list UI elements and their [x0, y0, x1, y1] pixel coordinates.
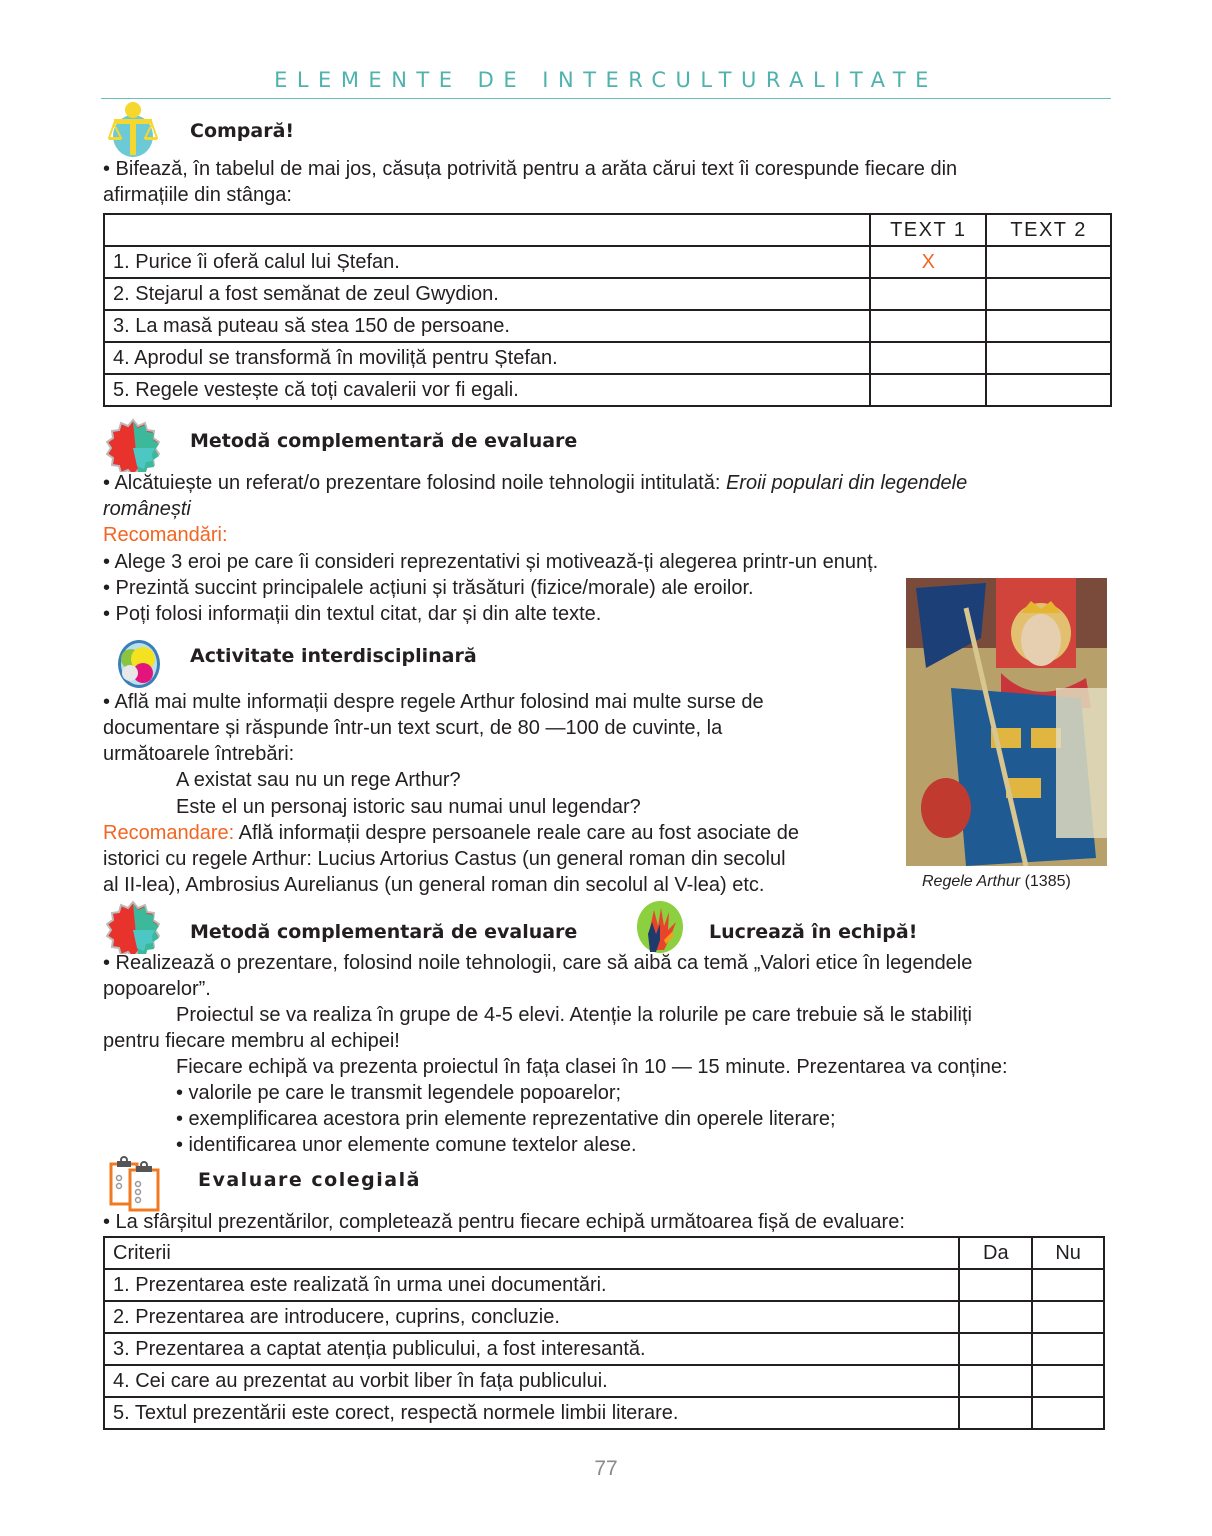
- method-task-line2: românești: [103, 498, 191, 520]
- table-row: [104, 342, 1111, 374]
- criterion-cell: 2. Prezentarea are introducere, cuprins, concluzie.: [104, 1301, 959, 1333]
- method2-line: Proiectul se va realiza în grupe de 4-5 elevi. Atenție la rolurile pe care trebuie să le stabiliți: [176, 1004, 972, 1026]
- checkbox-cell-text1[interactable]: [870, 342, 986, 374]
- checkbox-cell-text2[interactable]: [986, 374, 1111, 406]
- no-checkbox-cell[interactable]: [1032, 1333, 1104, 1365]
- section-title: ELEMENTE DE INTERCULTURALITATE: [274, 68, 938, 92]
- table-row: [104, 1301, 1104, 1333]
- content-item: • exemplificarea acestora prin elemente reprezentative din operele literare;: [176, 1108, 836, 1130]
- method2-line: • Realizează o prezentare, folosind noile tehnologii, care să aibă ca temă „Valori etice în legendele: [103, 952, 973, 974]
- checkbox-cell-text1[interactable]: [870, 278, 986, 310]
- header-cell-criteria: Criterii: [104, 1237, 959, 1269]
- color-circles-icon: [117, 639, 161, 689]
- hands-team-icon: [636, 900, 684, 954]
- header-cell-text2: TEXT 2: [986, 214, 1111, 246]
- table-row: [104, 1333, 1104, 1365]
- recommendations-label: Recomandări:: [103, 524, 228, 546]
- question-item: A existat sau nu un rege Arthur?: [176, 769, 461, 791]
- checkbox-cell-text2[interactable]: [986, 310, 1111, 342]
- recommendation-item: • Prezintă succint principalele acțiuni și trăsături (fizice/morale) ale eroilor.: [103, 577, 754, 599]
- team-heading: Lucrează în echipă!: [709, 921, 918, 943]
- method-heading: Metodă complementară de evaluare: [190, 430, 578, 452]
- compare-instruction-line1: • Bifează, în tabelul de mai jos, căsuța potrivită pentru a arăta cărui text îi corespunde fiecare din: [103, 158, 958, 180]
- method-task-line1: [103, 470, 967, 496]
- recommendation-label: Recomandare:: [103, 822, 235, 844]
- criterion-cell: 1. Prezentarea este realizată în urma unei documentări.: [104, 1269, 959, 1301]
- recommendation-item: • Alege 3 eroi pe care îi consideri reprezentativi și motivează-ți alegerea printr-un enunț.: [103, 551, 879, 573]
- content-item: • valorile pe care le transmit legendele popoarelor;: [176, 1082, 622, 1104]
- scales-justice-icon: [108, 100, 158, 158]
- yes-checkbox-cell[interactable]: [959, 1301, 1032, 1333]
- statement-cell: 3. La masă puteau să stea 150 de persoane.: [104, 310, 870, 342]
- method-heading: Metodă complementară de evaluare: [190, 921, 578, 943]
- peer-eval-heading: Evaluare colegială: [198, 1169, 421, 1191]
- content-item: • identificarea unor elemente comune textelor alese.: [176, 1134, 637, 1156]
- yes-checkbox-cell[interactable]: [959, 1397, 1032, 1429]
- recommendation-item: • Poți folosi informații din textul citat, dar și din alte texte.: [103, 603, 602, 625]
- table-row: [104, 1397, 1104, 1429]
- checkbox-cell-text1[interactable]: [870, 310, 986, 342]
- interdisciplinary-line: următoarele întrebări:: [103, 743, 295, 765]
- method2-line: popoarelor”.: [103, 978, 211, 1000]
- no-checkbox-cell[interactable]: [1032, 1269, 1104, 1301]
- clipboards-icon: [108, 1156, 164, 1212]
- table-header-row: [104, 214, 1111, 246]
- image-caption: [922, 873, 1071, 891]
- criterion-cell: 5. Textul prezentării este corect, respectă normele limbii literare.: [104, 1397, 959, 1429]
- table-row: [104, 278, 1111, 310]
- peer-eval-table: [103, 1236, 1105, 1430]
- recommendation-line: istorici cu regele Arthur: Lucius Artorius Castus (un general roman din secolul: [103, 848, 786, 870]
- criterion-cell: 4. Cei care au prezentat au vorbit liber în fața publicului.: [104, 1365, 959, 1397]
- statement-cell: 2. Stejarul a fost semănat de zeul Gwydion.: [104, 278, 870, 310]
- compare-heading: Compară!: [190, 120, 295, 142]
- checkbox-cell-text1[interactable]: [870, 374, 986, 406]
- interdisciplinary-line: • Află mai multe informații despre regele Arthur folosind mai multe surse de: [103, 691, 764, 713]
- method2-line: pentru fiecare membru al echipei!: [103, 1030, 400, 1052]
- header-divider: [101, 98, 1111, 99]
- table-row: [104, 310, 1111, 342]
- yes-checkbox-cell[interactable]: [959, 1365, 1032, 1397]
- statement-cell: 1. Purice îi oferă calul lui Ștefan.: [104, 246, 870, 278]
- method2-line: Fiecare echipă va prezenta proiectul în fața clasei în 10 — 15 minute. Prezentarea va conține:: [176, 1056, 1008, 1078]
- table-row: [104, 374, 1111, 406]
- caption-year: (1385): [1020, 873, 1071, 890]
- interdisciplinary-heading: Activitate interdisciplinară: [190, 645, 477, 667]
- task-title: Eroii populari din legendele: [725, 472, 968, 494]
- question-item: Este el un personaj istoric sau numai unul legendar?: [176, 796, 641, 818]
- puzzle-gear-icon: [106, 418, 160, 472]
- header-cell-statement: [104, 214, 870, 246]
- peer-eval-instruction: • La sfârșitul prezentărilor, completează pentru fiecare echipă următoarea fișă de evaluare:: [103, 1211, 905, 1233]
- checkbox-cell-text2[interactable]: [986, 246, 1111, 278]
- statement-cell: 4. Aprodul se transformă în moviliță pentru Ștefan.: [104, 342, 870, 374]
- recommendation-line: al II-lea), Ambrosius Aurelianus (un general roman din secolul al V-lea) etc.: [103, 874, 765, 896]
- checkbox-cell-text2[interactable]: [986, 342, 1111, 374]
- compare-table: [103, 213, 1112, 407]
- table-row: [104, 1269, 1104, 1301]
- checkbox-cell-text2[interactable]: [986, 278, 1111, 310]
- header-cell-yes: Da: [959, 1237, 1032, 1269]
- table-row: [104, 1365, 1104, 1397]
- yes-checkbox-cell[interactable]: [959, 1333, 1032, 1365]
- page-number: 77: [594, 1457, 618, 1480]
- table-header-row: [104, 1237, 1104, 1269]
- no-checkbox-cell[interactable]: [1032, 1365, 1104, 1397]
- interdisciplinary-line: documentare și răspunde într-un text scurt, de 80 —100 de cuvinte, la: [103, 717, 723, 739]
- table-row: [104, 246, 1111, 278]
- header-cell-no: Nu: [1032, 1237, 1104, 1269]
- task-prefix: • Alcătuiește un referat/o prezentare folosind noile tehnologii intitulată:: [103, 472, 726, 494]
- criterion-cell: 3. Prezentarea a captat atenția publicului, a fost interesantă.: [104, 1333, 959, 1365]
- checkbox-cell-text1[interactable]: X: [870, 246, 986, 278]
- king-arthur-image: [906, 578, 1107, 866]
- recommendation-line: [103, 820, 799, 846]
- compare-instruction-line2: afirmațiile din stânga:: [103, 184, 292, 206]
- no-checkbox-cell[interactable]: [1032, 1397, 1104, 1429]
- no-checkbox-cell[interactable]: [1032, 1301, 1104, 1333]
- caption-title: Regele Arthur: [922, 873, 1021, 890]
- header-cell-text1: TEXT 1: [870, 214, 986, 246]
- yes-checkbox-cell[interactable]: [959, 1269, 1032, 1301]
- statement-cell: 5. Regele vestește că toți cavalerii vor fi egali.: [104, 374, 870, 406]
- puzzle-gear-icon: [106, 900, 160, 954]
- recommendation-text: Află informații despre persoanele reale care au fost asociate de: [234, 822, 799, 844]
